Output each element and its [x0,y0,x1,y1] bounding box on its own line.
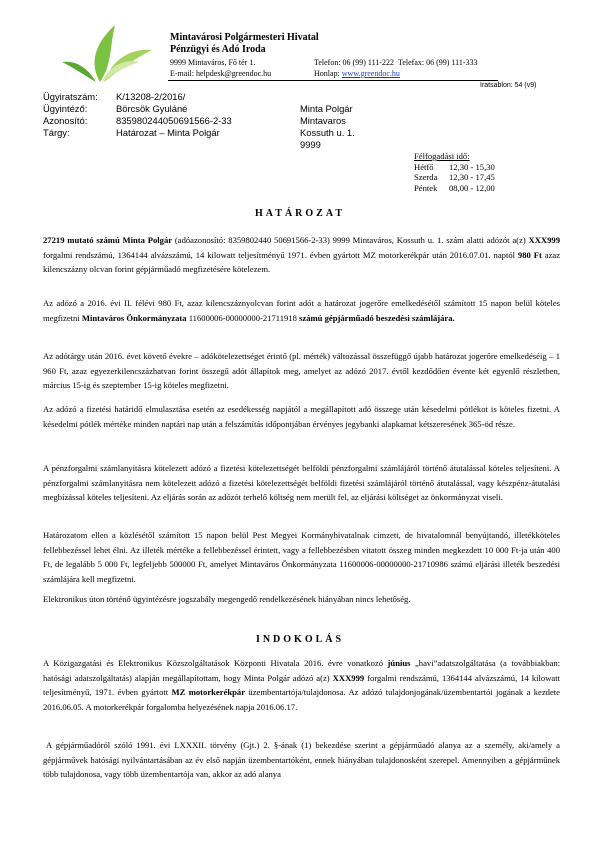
reasoning-title: INDOKOLÁS [255,634,345,645]
office-hours-row: Szerda 12,30 - 17,45 [414,172,495,182]
letterhead [170,32,500,56]
meta-row: Ügyintéző: Börcsök Gyuláné [43,103,188,114]
addressee: Minta Polgár Mintavaros Kossuth u. 1. 9999 [300,103,355,150]
reasoning-para-2: A gépjárműadóról szóló 1991. évi LXXXII. törvény (Gjt.) 2. §-ának (1) bekezdése szerint a gépjárműadó alanya az a személy, aki/amely a gépjárművek hatósági nyilvántartásában az év első napján üzembentartóként, ennek hiányában tulajdonosként szerepel. Amennyiben a gépjárműnek több tulajdonosa, vagy több üzembentartója van, akkor az adó alanya [43,740,560,780]
header-phone: Telefon: 06 (99) 111-222 [314,58,394,67]
header-fax: Telefax: 06 (99) 111-333 [398,58,478,67]
header-web-link[interactable]: www.greendoc.hu [341,69,400,78]
meta-row: Tárgy: Határozat – Minta Polgár [43,127,220,138]
org-name: Mintavárosi Polgármesteri Hivatal [170,32,319,43]
header-rule [168,80,498,81]
office-hours-title: Félfogadási idő: [414,151,470,161]
decision-para-6: Határozatom ellen a közlésétől számított 15 napon belül Pest Megyei Kormányhivatalnak címzett, de hivatalomnál benyújtandó, illetékköteles fellebbezéssel lehet élni. Az illeték mértéke a fellebbezéssel érintett, vagy a fellebbezésben vitatott összeg minden megkezdett 10 000 Ft-ja után 400 Ft, de legalább 5 000 Ft, legfeljebb 500000 Ft, amelyet Mintaváros Önkormányzata 11600006-00000000-21710986 számú eljárási illeték beszedési számlájára kell megfizetni. [43,530,560,584]
decision-para-2: Az adózó a 2016. évi II. félévi 980 Ft, azaz kilencszáznyolcvan forint adót a határozat jogerőre emelkedésétől számított 15 napon belül köteles megfizetni Mintaváros Önkormányzata 11600006-00000000-21711918 számú gépjárműadó beszedési számlájára. [43,298,560,323]
header-web-label: Honlap: [314,69,340,78]
office-hours-row: Hétfő 12,30 - 15,30 [414,161,495,172]
office-hours-row: Péntek 08,00 - 12,00 [414,182,495,193]
greendoc-logo [60,20,160,85]
template-id: Iratsablon: 54 (v9) [480,82,537,89]
decision-title: HATÁROZAT [255,208,345,219]
header-web [314,69,400,79]
decision-para-1: 27219 mutató számú Minta Polgár (adóazonosító: 8359802440 50691566-2-33) 9999 Mintaváros, Kossuth u. 1. szám alatti adózót a(z) XXX999 forgalmi rendszámú, 1364144 alvázszámú, 14 kilowatt teljesítményű 1971. évben gyártott MZ motorkerékpár után 2016.07.01. naptól 980 Ft azaz kilencszázny olcvan forint gépjárműadó megfizetésére kötelezem. [43,235,561,275]
decision-para-4: Az adózó a fizetési határidő elmulasztása esetén az esedékesség napjától a megállapított adó összege után késedelmi pótlékot is köteles fizetni. A késedelmi pótlék mértéke minden naptári nap után a felszámítás időpontjában érvényes jegybanki alapkamat kétszeresének 365-öd része. [43,404,560,429]
doc-meta [43,91,232,139]
meta-row: Ügyiratszám: K/13208-2/2016/ [43,91,186,102]
decision-para-5: A pénzforgalmi számlanyitásra kötelezett adózó a fizetési kötelezettségét belföldi pénzforgalmi számlájáról történő átutalással köteles teljesíteni. A pénzforgalmi számlanyitásra nem kötelezett adózó a fizetési kötelezettségét belföldi fizetési számlájáról történő átutalással, vagy készpénz-átutalási megbízással köteles teljesíteni. Az eljárás során az adózót terhelő költség nem merült fel, az eljárási költséget az önkormányzat viseli. [43,463,560,503]
meta-row: Azonosító: 835980244050691566-2-33 [43,115,232,126]
office-hours [414,151,495,193]
header-address: 9999 Mintaváros, Fő tér 1. [170,58,256,67]
reasoning-para-1: A Közigazgatási és Elektronikus Közszolgáltatások Központi Hivatala 2016. évre vonatkozó június „havi”adatszolgáltatása (a továbbiakban: hatósági adatszolgáltatás) alapján megállapítottam, hogy Minta Polgár adózó a(z) XXX999 forgalmi rendszámú, 1364144 alvázszámú, 14 kilowatt teljesítményű, 1971. évben gyártott MZ motorkerékpár üzembentartója/tulajdonosa. Az adózó tulajdonjogának/üzembentartói jogának a kezdete 2016.06.05. A motorkerékpár forgalomba helyezésének napja 2016.06.17. [43,658,560,712]
decision-para-7: Elektronikus úton történő ügyintézésre jogszabály megengedő rendelkezésének hiányában nincs lehetőség. [43,594,411,604]
dept-name: Pénzügyi és Adó Iroda [170,44,266,55]
decision-para-3: Az adótárgy után 2016. évet követő évekre – adókötelezettséget érintő (pl. mérték) változással összefüggő újabb határozat jogerőre emelkedéséig – 1 960 Ft, azaz egyezerkilencszázhatvan forint összegű adót állapítok meg, amelyet az adózó 2017. évtől kezdődően évente két egyenlő részletben, március 15-ig és szeptember 15-ig köteles megfizetni. [43,351,560,391]
header-email[interactable]: E-mail: helpdesk@greendoc.hu [170,69,272,78]
